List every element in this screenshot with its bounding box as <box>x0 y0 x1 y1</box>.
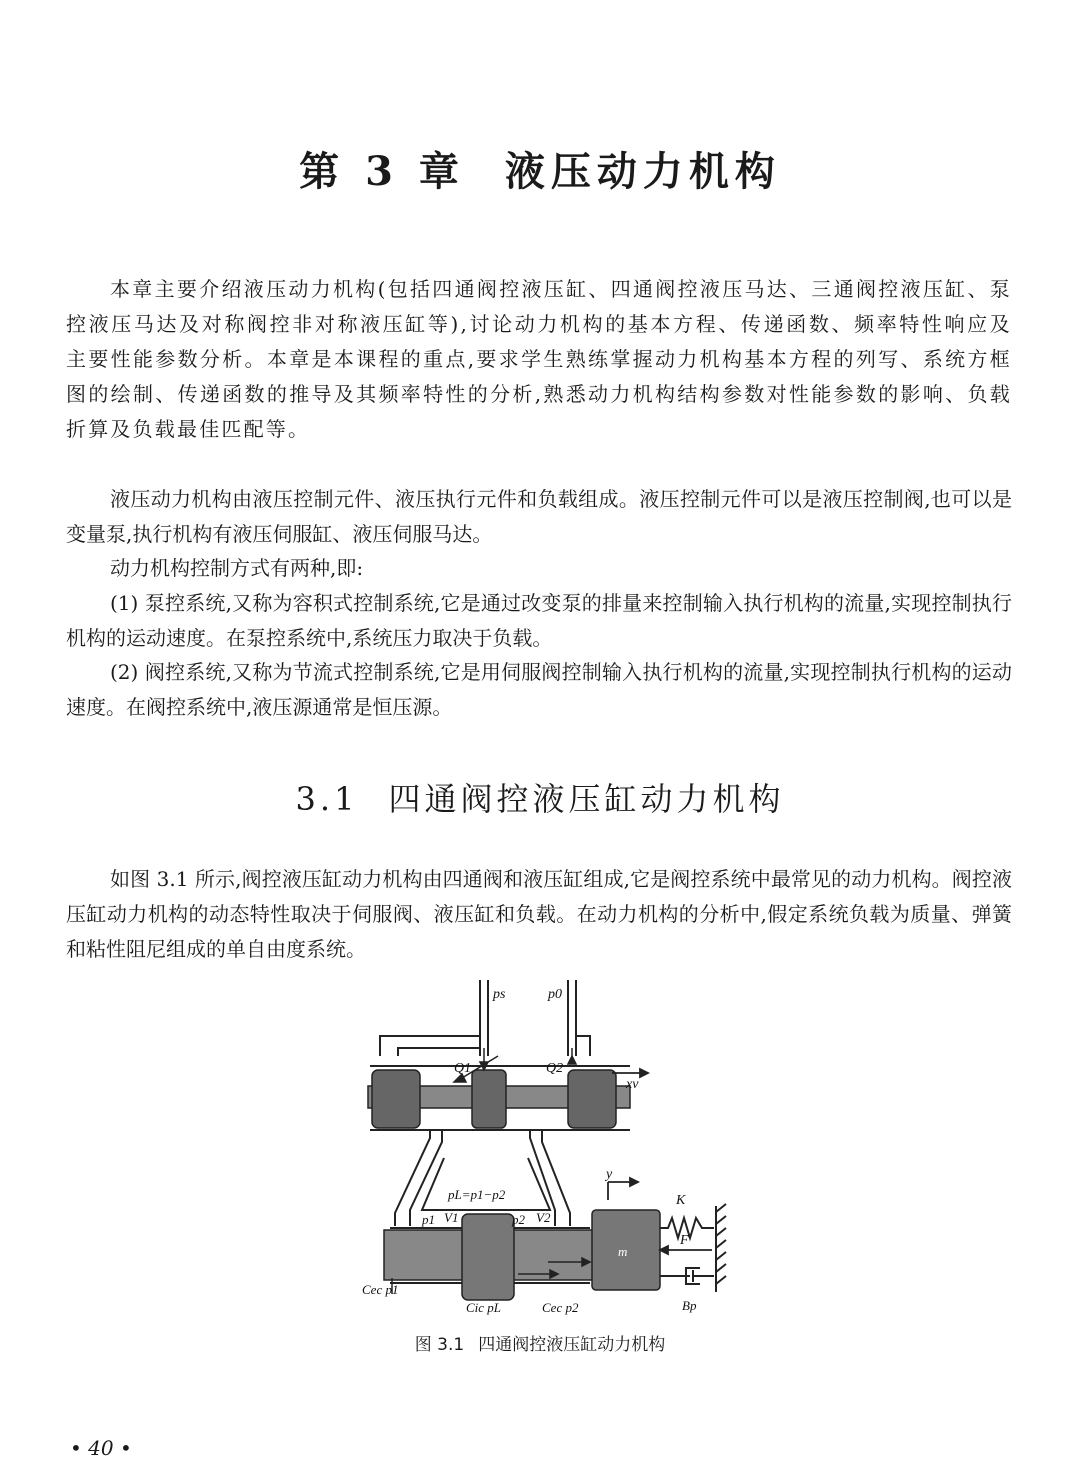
label-p2: p2 <box>512 1212 525 1227</box>
figure-valve-cylinder <box>350 978 740 1318</box>
label-k: K <box>676 1193 686 1208</box>
label-pl-eq: pL=p1−p2 <box>448 1187 506 1202</box>
label-p0: p0 <box>548 987 562 1002</box>
page-number: • 40 • <box>70 1436 132 1460</box>
body-paragraph: 动力机构控制方式有两种,即: <box>110 556 364 580</box>
body-paragraph: (2) 阀控系统,又称为节流式控制系统,它是用伺服阀控制输入执行机构的流量,实现控制执行机构的运动速度。在阀控系统中,液压源通常是恒压源。 <box>66 660 1012 719</box>
label-xv: xv <box>626 1077 639 1092</box>
label-p1: p1 <box>422 1212 435 1227</box>
section-paragraph: 如图 3.1 所示,阀控液压缸动力机构由四通阀和液压缸组成,它是阀控系统中最常见的动力机构。阀控液压缸动力机构的动态特性取决于伺服阀、液压缸和负载。在动力机构的分析中,假定系统负载为质量、弹簧和粘性阻尼组成的单自由度系统。 <box>66 867 1012 961</box>
section-number: 3.1 <box>295 780 359 818</box>
label-q1: Q1 <box>454 1061 472 1076</box>
chapter-title <box>0 140 1080 197</box>
label-y: y <box>606 1167 613 1182</box>
label-ps: ps <box>493 987 506 1002</box>
label-q2: Q2 <box>546 1061 564 1076</box>
body-paragraph: (1) 泵控系统,又称为容积式控制系统,它是通过改变泵的排量来控制输入执行机构的流量,实现控制执行机构的运动速度。在泵控系统中,系统压力取决于负载。 <box>66 591 1012 650</box>
body-paragraph: 液压动力机构由液压控制元件、液压执行元件和负载组成。液压控制元件可以是液压控制阀,也可以是变量泵,执行机构有液压伺服缸、液压伺服马达。 <box>66 487 1012 546</box>
label-cec-p2: Cec p2 <box>542 1300 579 1315</box>
label-f: F <box>680 1233 689 1248</box>
label-cec-p1: Cec p1 <box>362 1282 399 1297</box>
chapter-number: 第 3 章 <box>299 148 465 195</box>
valve-cylinder-diagram <box>350 978 740 1318</box>
caption-text: 四通阀控液压缸动力机构 <box>478 1335 666 1355</box>
label-cic-pl: Cic pL <box>466 1300 502 1315</box>
intro-paragraph: 本章主要介绍液压动力机构(包括四通阀控液压缸、四通阀控液压马达、三通阀控液压缸、泵控液压马达及对称阀控非对称液压缸等),讨论动力机构的基本方程、传递函数、频率特性响应及主要性能参数分析。本章是本课程的重点,要求学生熟练掌握动力机构基本方程的列写、系统方框图的绘制、传递函数的推导及其频率特性的分析,熟悉动力机构结构参数对性能参数的影响、负载折算及负载最佳匹配等。 <box>66 277 1012 441</box>
chapter-name: 液压动力机构 <box>504 148 781 195</box>
label-bp: Bp <box>682 1298 697 1313</box>
label-v1: V1 <box>444 1210 459 1225</box>
caption-number: 图 3.1 <box>414 1335 465 1355</box>
label-v2: V2 <box>536 1210 551 1225</box>
section-name: 四通阀控液压缸动力机构 <box>388 780 785 818</box>
section-title <box>0 774 1080 820</box>
label-m: m <box>618 1244 628 1259</box>
figure-caption <box>0 1330 1080 1355</box>
